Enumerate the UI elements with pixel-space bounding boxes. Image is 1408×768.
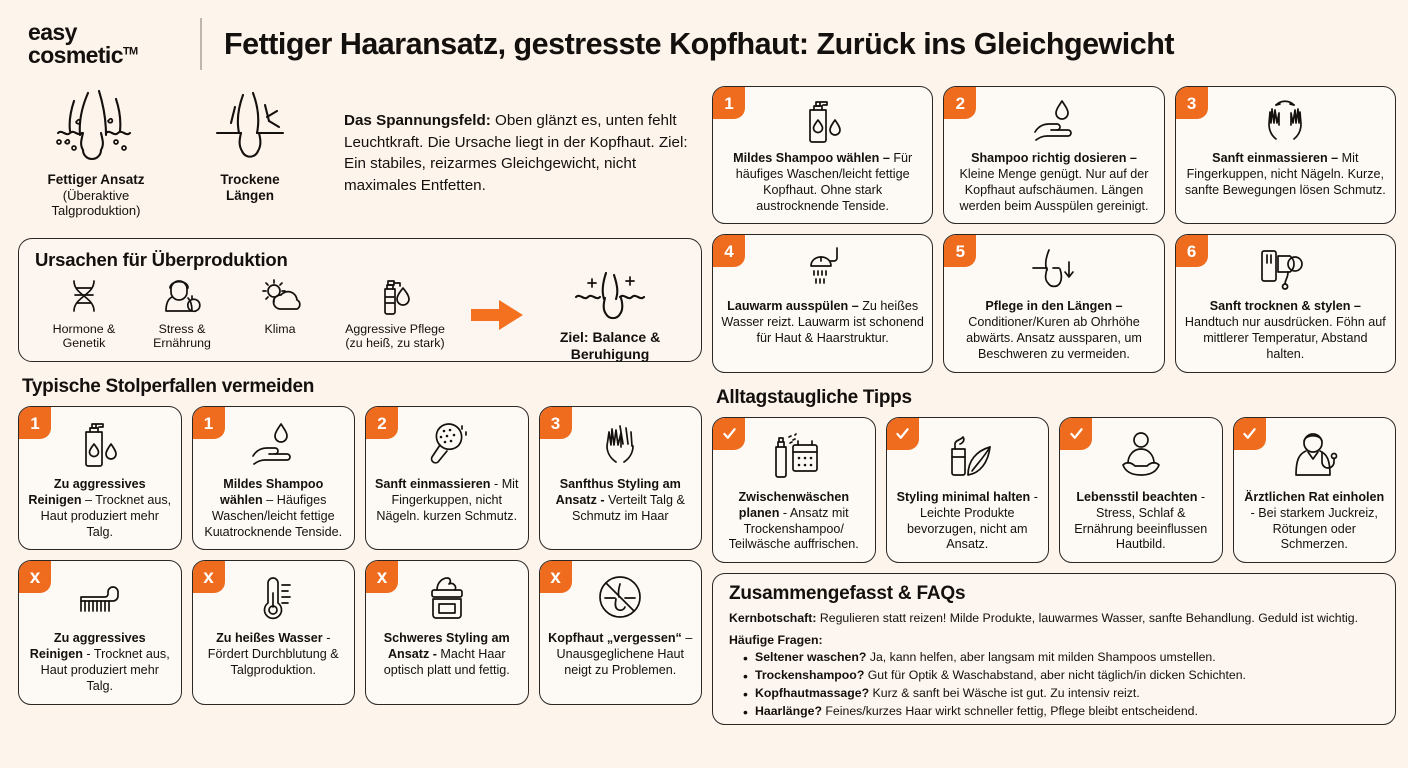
thermometer-icon [249,569,297,625]
causes-row [35,273,687,363]
faq-questions-label: Häufige Fragen: [729,632,823,647]
light-product-feather-icon [938,426,996,484]
faq-answer: Ja, kann helfen, aber langsam mit milden Shampoos umstellen. [866,649,1216,664]
pitfall-card-6[interactable] [192,560,356,704]
faq-list [729,649,1381,721]
pitfalls-title: Typische Stolperfallen vermeiden [22,376,315,397]
faq-box [712,573,1396,725]
card-title: Zwischenwäschen planen [738,489,850,520]
faq-answer: Kurz & sanft bei Wäsche ist gut. Zu intensiv reizt. [869,685,1140,700]
card-title: Schweres Styling am Ansatz - [383,631,510,662]
pitfall-card-3[interactable] [365,406,529,550]
card-text: Macht Haar optisch platt und fettig. [383,647,510,678]
doctor-icon [1287,426,1341,484]
card-badge: 6 [1176,235,1208,267]
faq-answer: Feines/kurzes Haar wirkt schneller fettig, Pflege bleibt entscheidend. [821,703,1198,718]
step-card-1[interactable] [712,86,933,224]
diagnosis-description-lead: Das Spannungsfeld: [344,112,491,129]
card-text: – Trocknet aus, Haut produziert mehr Talg. [40,492,172,539]
card-title: Kopfhaut „vergessen“ [548,631,682,646]
cause-label-stress: Stress & Ernährung [153,322,211,351]
step-card-3[interactable] [1175,86,1396,224]
brand-logo [18,21,196,66]
card-text: - Ansatz mit Trockenshampoo/ Teilwäsche auffrischen. [728,505,859,552]
faq-question: Kopfhautmassage? [755,685,870,700]
card-badge-x: x [540,561,572,593]
step-card-6[interactable] [1175,234,1396,372]
pitfalls-row-2 [18,560,702,704]
scrub-brush-icon [71,569,129,625]
card-badge: 1 [19,407,51,439]
brand-line1: easy [28,19,77,46]
causes-box [18,238,702,362]
tips-title: Alltagstaugliche Tipps [716,386,912,408]
steps-row-2 [712,234,1396,372]
card-title: Sanft trocknen & stylen – [1209,299,1361,314]
pitfall-card-4[interactable] [539,406,703,550]
diagnosis-item-oily [22,88,170,219]
card-title: Pflege in den Längen – [985,299,1123,314]
aggressive-care-bottle-icon [329,273,461,315]
right-column [712,86,1396,725]
cause-label-aggressive-care: Aggressive Pflege (zu heiß, zu stark) [345,322,445,351]
faq-question: Haarlänge? [755,703,822,718]
page-title: Fettiger Haaransatz, gestresste Kopfhaut: Zurück ins Gleichgewicht [224,26,1174,61]
diagnosis-description-body: Oben glänzt es, unten fehlt Leuchtkraft. Die Ursache liegt in der Kopfhaut. Ziel: Ein stabiles, reizarmes Gleichgewicht, nicht maximales Entfetten. [344,112,688,194]
check-icon [713,418,745,450]
card-title: Zu aggressives Reinigen [29,631,146,662]
diagnosis-block [18,86,702,238]
shampoo-bottle-icon [797,95,849,145]
faq-key-message [729,610,1381,627]
diagnosis-label-dry: Trockene Längen [220,172,280,203]
header [18,14,1390,74]
card-title: Sanft einmassieren [375,477,491,491]
cause-label-climate: Klima [264,322,296,336]
hand-drop-icon [245,415,301,471]
causes-goal-label: Ziel: Balance & Beruhigung [559,329,661,362]
hand-drop-icon [1026,95,1082,145]
step-card-5[interactable] [943,234,1164,372]
card-badge: 4 [713,235,745,267]
pitfall-card-2[interactable] [192,406,356,550]
cause-hormones [35,273,133,351]
trademark-symbol: TM [122,45,138,58]
card-title: Sanft einmassieren – [1212,151,1339,165]
arrow-right-icon [461,273,533,357]
faq-item [743,685,1381,703]
tip-card-2[interactable] [886,417,1050,563]
card-title: Lauwarm ausspülen – [727,299,859,314]
check-icon [1234,418,1266,450]
dna-icon [35,273,133,315]
card-title: Mildes Shampoo wählen [220,477,324,507]
diagnosis-label-oily: Fettiger Ansatz [47,172,145,187]
card-badge-x: x [19,561,51,593]
card-text: Conditioner/Kuren ab Ohrhöhe abwärts. Ansatz aussparen, um Beschweren zu vermeiden. [966,315,1142,362]
no-scalp-care-icon [594,569,646,625]
card-text: - Stress, Schlaf & Ernährung beeinflussen Hautbild. [1074,489,1208,552]
pitfall-card-8[interactable] [539,560,703,704]
faq-item [743,667,1381,685]
card-text: - Bei starkem Juckreiz, Rötungen oder Schmerzen. [1250,505,1378,552]
faq-key-label: Kernbotschaft: [729,611,817,626]
diagnosis-sub-oily: (Überaktive Talgproduktion) [51,187,141,219]
step-card-2[interactable] [943,86,1164,224]
pitfalls-row-1 [18,406,702,550]
pitfall-card-5[interactable] [18,560,182,704]
meditation-icon [1113,426,1169,484]
causes-goal [533,273,687,363]
cause-aggressive-care [329,273,461,351]
card-title: Zu aggressives Reinigen [28,477,146,507]
styling-cream-jar-icon [419,569,475,625]
check-icon [1060,418,1092,450]
follicle-lengths-icon [1023,243,1085,293]
diagnosis-description [330,88,702,196]
card-text: - Leichte Produkte bevorzugen, nicht am Ansatz. [907,489,1038,552]
card-title: Shampoo richtig dosieren – [971,151,1137,165]
dry-shampoo-calendar-icon [765,426,823,484]
card-title: Styling minimal halten [896,489,1031,504]
styling-hands-icon [592,415,648,471]
faq-question: Trockenshampoo? [755,667,865,682]
header-divider [200,18,202,70]
card-text: Für häufiges Waschen/leicht fettige Kopfhaut. Ohne stark austrocknende Tenside. [735,151,913,213]
cause-climate [231,273,329,336]
faq-answer: Gut für Optik & Waschabstand, aber nicht täglich/in dicken Schichten. [864,667,1246,682]
card-text: Handtuch nur ausdrücken. Föhn auf mittlerer Temperatur, Abstand halten. [1184,315,1386,362]
card-text: - Trocknet aus, Haut produziert mehr Talg. [40,647,170,694]
card-badge: 5 [944,235,976,267]
card-badge-x: x [366,561,398,593]
faq-question: Seltener waschen? [755,649,867,664]
card-text: – Unausgeglichene Haut neigt zu Problemen. [556,631,693,678]
cause-stress [133,273,231,351]
shampoo-bottle-icon [73,415,127,471]
faq-item [743,649,1381,667]
faq-title: Zusammengefasst & FAQs [729,583,966,605]
faq-key-text: Regulieren statt reizen! Milde Produkte, lauwarmes Wasser, sanfte Behandlung. Geduld ist wichtig. [816,611,1359,626]
card-text: – Häufiges Waschen/leicht fettige Kuɩatrocknende Tenside. [204,492,343,539]
tip-card-1[interactable] [712,417,876,563]
dry-hair-follicle-icon [176,88,324,160]
card-badge-x: x [193,561,225,593]
causes-title: Ursachen für Überproduktion [35,249,288,270]
card-text: - Mit Fingerkuppen, nicht Nägeln. kurzen Schmutz. [376,477,519,523]
oily-scalp-follicle-icon [22,88,170,160]
card-title: Ärztlichen Rat einholen [1244,489,1385,504]
massage-brush-icon [420,415,474,471]
pitfall-card-1[interactable] [18,406,182,550]
card-badge: 2 [366,407,398,439]
tips-row [712,417,1396,563]
card-text: Zu heißes Wasser reizt. Lauwarm ist schonend für Haut & Haarstruktur. [721,299,924,346]
card-badge: 3 [1176,87,1208,119]
brand-line2: cosmetic [28,42,123,68]
faq-item [743,703,1381,721]
card-text: - Fördert Durchblutung & Talgproduktion. [207,631,339,678]
massage-hands-icon [1254,95,1316,145]
card-badge: 2 [944,87,976,119]
card-title: Zu heißes Wasser [216,631,323,646]
card-text: Kleine Menge genügt. Nur auf der Kopfhaut aufschäumen. Längen werden beim Ausspülen gereinigt. [959,166,1149,213]
main-grid [18,86,1390,725]
balanced-follicle-icon [533,273,687,321]
card-badge: 1 [713,87,745,119]
check-icon [887,418,919,450]
card-title: Lebensstil beachten [1076,489,1198,504]
tip-card-4[interactable] [1233,417,1397,563]
shower-icon [797,243,849,293]
card-badge: 1 [193,407,225,439]
diagnosis-item-dry [176,88,324,204]
step-card-4[interactable] [712,234,933,372]
card-title: Mildes Shampoo wählen – [733,151,890,165]
cause-label-hormones: Hormone & Genetik [52,322,116,351]
stress-nutrition-icon [133,273,231,315]
card-text: Verteilt Talg & Schmutz im Haar [571,492,685,523]
card-badge: 3 [540,407,572,439]
pitfall-card-7[interactable] [365,560,529,704]
card-title: Sanfthus Styling am Ansatz - [555,477,681,507]
tip-card-3[interactable] [1059,417,1223,563]
steps-row-1 [712,86,1396,224]
weather-icon [231,273,329,315]
hairdryer-towel-icon [1254,243,1316,293]
left-column [18,86,702,725]
card-text: Mit Fingerkuppen, nicht Nägeln. Kurze, sanfte Bewegungen lösen Schmutz. [1184,151,1386,197]
